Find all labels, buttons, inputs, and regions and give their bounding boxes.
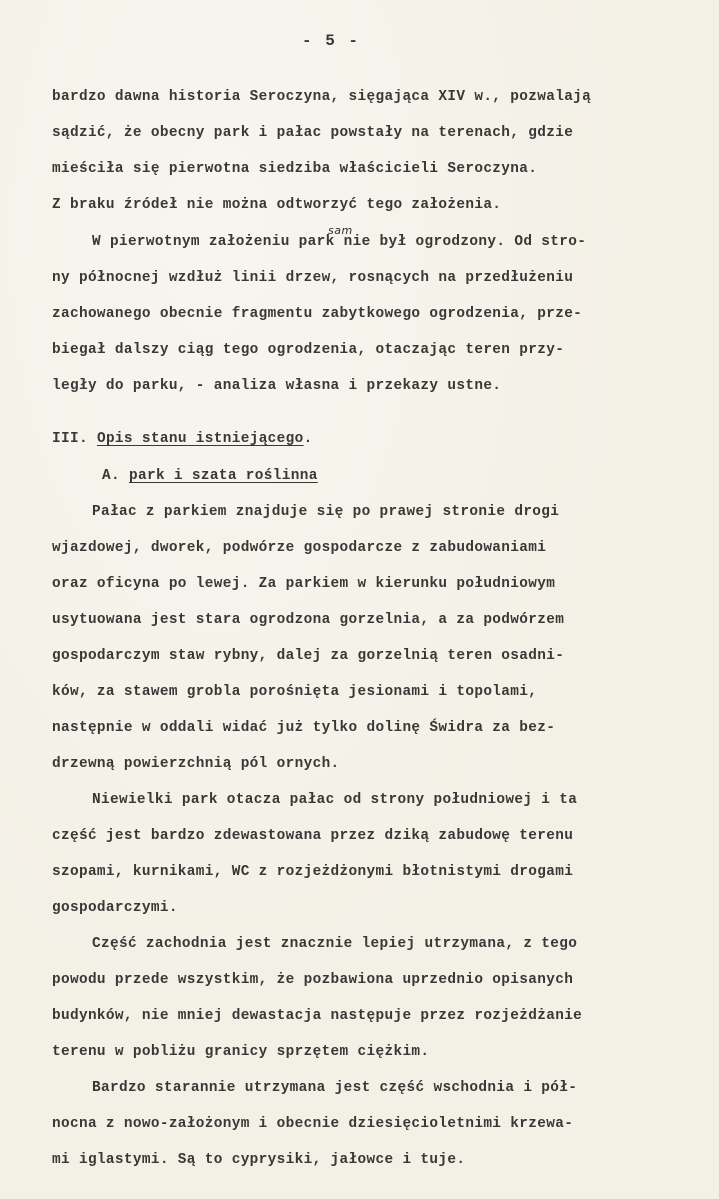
text-line: drzewną powierzchnią pól ornych. <box>52 756 340 772</box>
text-line: wjazdowej, dworek, podwórze gospodarcze z zabudowaniami <box>52 540 547 556</box>
text-line: usytuowana jest stara ogrodzona gorzelnia, a za podwórzem <box>52 612 565 628</box>
text-line: szopami, kurnikami, WC z rozjeżdżonymi błotnistymi drogami <box>52 864 574 880</box>
text-line: następnie w oddali widać już tylko dolinę Świdra za bez- <box>52 720 556 736</box>
subsection-letter: A. <box>102 468 120 484</box>
text-line: terenu w pobliżu granicy sprzętem ciężkim. <box>52 1044 430 1060</box>
text-line: mi iglastymi. Są to cyprysiki, jałowce i tuje. <box>52 1152 466 1168</box>
text-line: powodu przede wszystkim, że pozbawiona uprzednio opisanych <box>52 972 574 988</box>
subsection-title: park i szata roślinna <box>128 468 318 484</box>
section-number: III. <box>52 431 88 447</box>
subsection-heading <box>102 467 318 485</box>
text-line: W pierwotnym założeniu park nie był ogrodzony. Od stro- <box>92 234 587 250</box>
text-line: Część zachodnia jest znacznie lepiej utrzymana, z tego <box>92 936 578 952</box>
text-line: oraz oficyna po lewej. Za parkiem w kierunku południowym <box>52 576 556 592</box>
text-line: Pałac z parkiem znajduje się po prawej stronie drogi <box>92 504 560 520</box>
text-line: zachowanego obecnie fragmentu zabytkowego ogrodzenia, prze- <box>52 306 583 322</box>
section-title: Opis stanu istniejącego <box>96 431 304 447</box>
text-line: bardzo dawna historia Seroczyna, sięgająca XIV w., pozwalają <box>52 89 592 105</box>
page-number: - 5 - <box>302 32 361 50</box>
text-line: biegał dalszy ciąg tego ogrodzenia, otaczając teren przy- <box>52 342 565 358</box>
text-line: Bardzo starannie utrzymana jest część wschodnia i pół- <box>92 1080 578 1096</box>
text-line: sądzić, że obecny park i pałac powstały na terenach, gdzie <box>52 125 574 141</box>
text-line: Z braku źródeł nie można odtworzyć tego założenia. <box>52 197 502 213</box>
text-line: gospodarczymi. <box>52 900 178 916</box>
text-line: mieściła się pierwotna siedziba właścicieli Seroczyna. <box>52 161 538 177</box>
handwritten-annotation: sam <box>328 224 353 237</box>
section-heading <box>52 430 313 448</box>
text-line: gospodarczym staw rybny, dalej za gorzelnią teren osadni- <box>52 648 565 664</box>
text-line: część jest bardzo zdewastowana przez dziką zabudowę terenu <box>52 828 574 844</box>
text-line: Niewielki park otacza pałac od strony południowej i ta <box>92 792 578 808</box>
text-line: nocna z nowo-założonym i obecnie dziesięcioletnimi krzewa- <box>52 1116 574 1132</box>
text-line: budynków, nie mniej dewastacja następuje przez rozjeżdżanie <box>52 1008 583 1024</box>
text-line: ków, za stawem grobla porośnięta jesionami i topolami, <box>52 684 538 700</box>
text-line: ny północnej wzdłuż linii drzew, rosnących na przedłużeniu <box>52 270 574 286</box>
text-line: legły do parku, - analiza własna i przekazy ustne. <box>52 378 502 394</box>
section-title-suffix: . <box>303 431 313 447</box>
